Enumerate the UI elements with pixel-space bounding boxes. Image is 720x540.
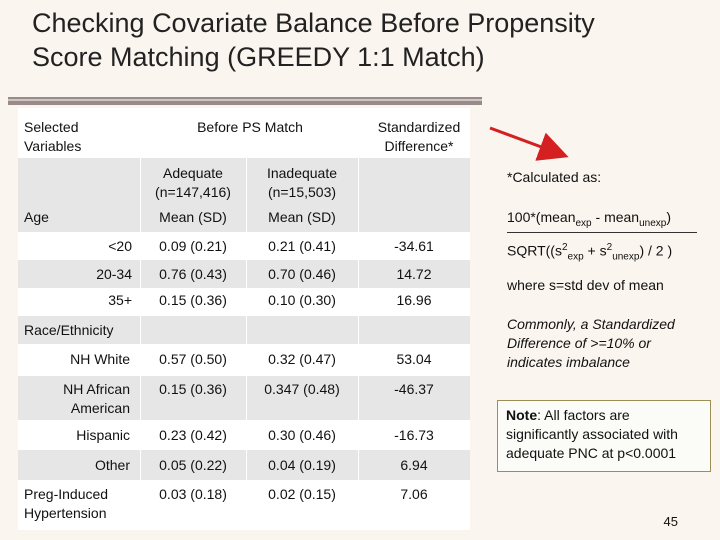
formula-num-sub2: unexp [639, 217, 667, 229]
cell-std-diff: -46.37 [394, 381, 434, 397]
cell-inadequate: 0.21 (0.41) [268, 238, 336, 254]
cell-std-diff: -34.61 [394, 238, 434, 254]
subheader-inadequate-line1: Inadequate [266, 165, 338, 181]
formula-den-sup2: 2 [606, 242, 613, 253]
cell-inadequate: 0.347 (0.48) [264, 381, 340, 397]
calculated-as-text: *Calculated as: [507, 169, 602, 185]
cell-std-diff: 7.06 [400, 486, 428, 502]
formula-num-prefix: 100*(mean [507, 209, 576, 225]
cell-inadequate: 0.30 (0.46) [268, 427, 336, 443]
subheader-mean-sd-inadequate: Mean (SD) [268, 209, 336, 225]
subheader-inadequate-line2: (n=15,503) [267, 184, 337, 200]
row-label: Other [94, 457, 130, 473]
row-label: 35+ [108, 292, 132, 308]
note-line3: adequate PNC at p<0.0001 [506, 445, 677, 461]
cell-inadequate: 0.10 (0.30) [268, 292, 336, 308]
cell-adequate: 0.57 (0.50) [159, 351, 227, 367]
where-text: where s=std dev of mean [507, 277, 664, 293]
subheader-adequate-line1: Adequate [163, 165, 223, 181]
row-label-race-ethnicity: Race/Ethnicity [24, 322, 114, 338]
page-number: 45 [663, 514, 678, 529]
row-label-age: Age [24, 209, 49, 225]
cell-inadequate: 0.70 (0.46) [268, 266, 336, 282]
formula-den-sub1: exp [567, 251, 584, 263]
note-line1: : All factors are [537, 407, 630, 423]
commonly-line1: Commonly, a Standardized [507, 316, 675, 332]
cell-adequate: 0.03 (0.18) [159, 486, 227, 502]
cell-inadequate: 0.04 (0.19) [268, 457, 336, 473]
commonly-line2: Difference of >=10% or [507, 335, 651, 351]
cell-std-diff: -16.73 [394, 427, 434, 443]
cell-inadequate: 0.02 (0.15) [268, 486, 336, 502]
row-label: Hispanic [76, 427, 130, 443]
header-std-line1: Standardized [377, 119, 461, 135]
cell-std-diff: 6.94 [400, 457, 428, 473]
subheader-mean-sd-adequate: Mean (SD) [159, 209, 227, 225]
cell-inadequate: 0.32 (0.47) [268, 351, 336, 367]
cell-adequate: 0.15 (0.36) [159, 292, 227, 308]
title-line-1: Checking Covariate Balance Before Propensity [32, 8, 595, 38]
header-before-ps-match: Before PS Match [197, 119, 303, 135]
formula-numerator [507, 208, 671, 233]
subheader-adequate-line2: (n=147,416) [155, 184, 231, 200]
formula-num-sub1: exp [575, 217, 592, 229]
row-label-line1: NH African [63, 381, 130, 397]
row-label-line2: American [70, 400, 130, 416]
note-label: Note [506, 407, 538, 423]
cell-std-diff: 53.04 [396, 351, 432, 367]
formula-den-sup1: 2 [561, 242, 568, 253]
cell-adequate: 0.05 (0.22) [159, 457, 227, 473]
cell-std-diff: 14.72 [396, 266, 432, 282]
cell-adequate: 0.76 (0.43) [159, 266, 227, 282]
formula-den-suffix: ) / 2 ) [639, 242, 673, 259]
header-selected-line1: Selected [24, 119, 79, 135]
formula-denominator [507, 238, 672, 266]
formula-den-mid: + s [583, 242, 607, 259]
note-text [506, 406, 678, 463]
row-label: <20 [108, 238, 132, 254]
title-line-2: Score Matching (GREEDY 1:1 Match) [32, 42, 485, 72]
header-selected-line2: Variables [24, 138, 82, 154]
formula-num-suffix: ) [666, 209, 672, 225]
header-std-line2: Difference* [384, 138, 454, 154]
row-label-line1: Preg-Induced [24, 486, 109, 502]
cell-adequate: 0.15 (0.36) [159, 381, 227, 397]
row-label: NH White [70, 351, 130, 367]
commonly-text [507, 315, 675, 372]
formula-den-prefix: SQRT((s [507, 242, 562, 259]
row-label-line2: Hypertension [24, 505, 107, 521]
cell-adequate: 0.23 (0.42) [159, 427, 227, 443]
formula-fraction-bar [507, 232, 697, 233]
formula-den-sub2: unexp [612, 251, 640, 263]
commonly-line3: indicates imbalance [507, 354, 630, 370]
formula-num-mid: - mean [591, 209, 640, 225]
cell-adequate: 0.09 (0.21) [159, 238, 227, 254]
row-label: 20-34 [96, 266, 132, 282]
note-line2: significantly associated with [506, 426, 678, 442]
cell-std-diff: 16.96 [396, 292, 432, 308]
